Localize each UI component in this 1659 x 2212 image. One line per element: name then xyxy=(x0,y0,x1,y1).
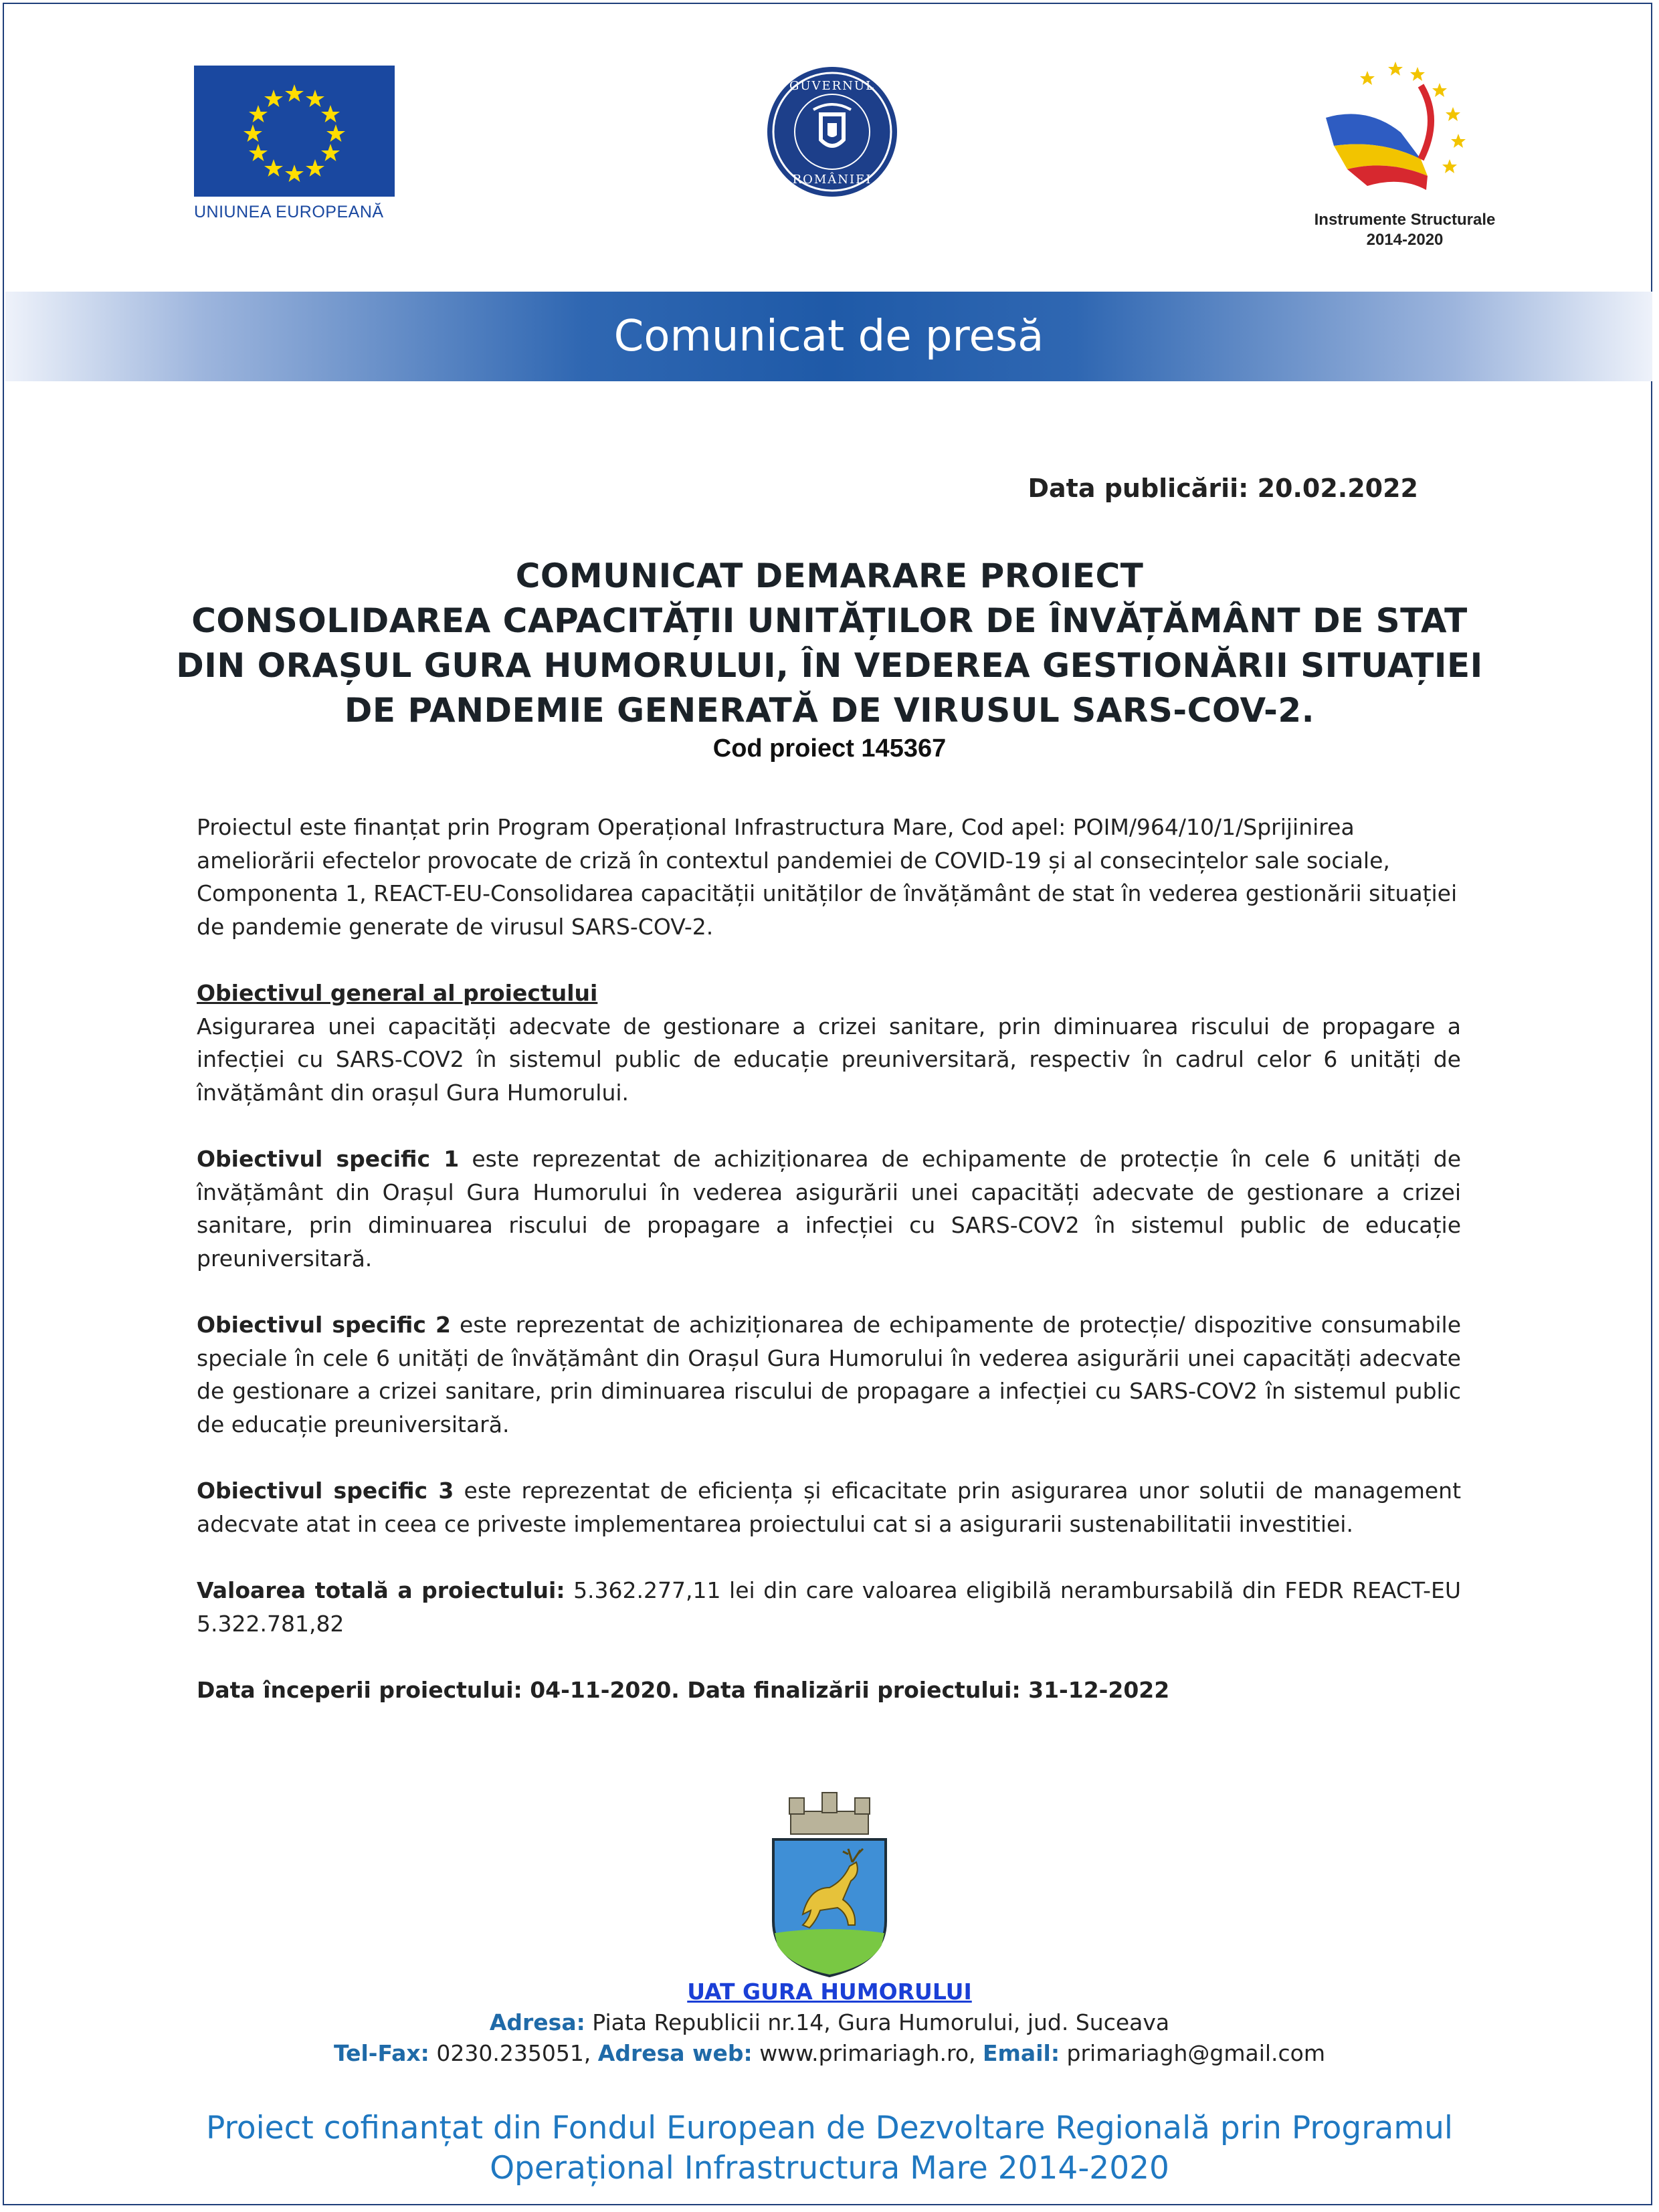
cofinancing-line-1: Proiect cofinanțat din Fondul European de Dezvoltare Regională prin Programul xyxy=(206,2110,1453,2146)
specific-objective-2 xyxy=(197,1308,1461,1441)
svg-text:ROMÂNIEI: ROMÂNIEI xyxy=(792,173,872,187)
press-release-banner xyxy=(5,292,1652,381)
project-code: Cod proiect 145367 xyxy=(712,734,947,763)
web-value: www.primariagh.ro, xyxy=(752,2040,983,2066)
address-label: Adresa: xyxy=(489,2009,585,2035)
eu-flag-logo xyxy=(194,66,395,197)
contact-footer xyxy=(0,1977,1659,2069)
title-line: DIN ORAȘUL GURA HUMORULUI, ÎN VEDEREA GESTIONĂRII SITUAȚIEI xyxy=(176,646,1483,685)
instrumente-title: Instrumente Structurale xyxy=(1314,211,1496,229)
project-value-label: Valoarea totală a proiectului: xyxy=(197,1577,565,1603)
general-objective-heading: Obiectivul general al proiectului xyxy=(197,980,598,1006)
instrumente-structurale-label xyxy=(1271,210,1539,250)
specific-objective-1-text: este reprezentat de achiziționarea de echipamente de protecție în cele 6 unități de învățământ din Orașul Gura Humorului în vederea asigurării unei capacități adecvate de gestionare a crizei sanitare, prin diminuarea riscului de propagare a infecției cu SARS-COV2 în sistemul public de educație preuniversitară. xyxy=(197,1146,1461,1272)
telfax-value: 0230.235051, xyxy=(429,2040,598,2066)
specific-objective-3-text: este reprezentat de eficiența și eficacitate prin asigurarea unor solutii de management adecvate atat in ceea ce priveste implementarea proiectului cat si a asigurarii sustenabilitatii investitiei. xyxy=(197,1478,1462,1537)
publication-date xyxy=(910,474,1418,503)
email-value: primariagh@gmail.com xyxy=(1060,2040,1326,2066)
specific-objective-2-text: este reprezentat de achiziționarea de echipamente de protecție/ dispozitive consumabile speciale în cele 6 unități de învățământ din Orașul Gura Humorului în vederea asigurării unei capacități adecvate de gestionare a crizei sanitare, prin diminuarea riscului de propagare a infecției cu SARS-COV2 în sistemul public de educație preuniversitară. xyxy=(197,1312,1462,1437)
project-dates-text: Data începerii proiectului: 04-11-2020. Data finalizării proiectului: 31-12-2022 xyxy=(197,1677,1170,1703)
banner-title: Comunicat de presă xyxy=(613,312,1044,361)
document-body xyxy=(197,811,1461,1707)
specific-objective-3-label: Obiectivul specific 3 xyxy=(197,1478,454,1504)
government-seal-logo xyxy=(764,66,900,198)
address-value: Piata Republicii nr.14, Gura Humorului, jud. Suceava xyxy=(585,2009,1170,2035)
svg-text:GUVERNUL: GUVERNUL xyxy=(789,79,876,93)
specific-objective-1-label: Obiectivul specific 1 xyxy=(197,1146,460,1172)
eu-label: UNIUNEA EUROPEANĂ xyxy=(194,203,384,221)
specific-objective-2-label: Obiectivul specific 2 xyxy=(197,1312,451,1338)
gura-humorului-coat-of-arms xyxy=(763,1787,896,1977)
intro-paragraph: Proiectul este finanțat prin Program Operațional Infrastructura Mare, Cod apel: POIM/964/10/1/Sprijinirea ameliorării efectelor provocate de criză în contextul pandemiei de COVID-19 și al consecințelor sale sociale, Componenta 1, REACT-EU-Consolidarea capacității unităților de învățământ de stat în vederea gestionării situației de pandemie generate de virusul SARS-COV-2. xyxy=(197,814,1458,940)
specific-objective-3 xyxy=(197,1474,1461,1540)
instrumente-years: 2014-2020 xyxy=(1366,231,1444,249)
web-label: Adresa web: xyxy=(597,2040,753,2066)
specific-objective-1 xyxy=(197,1142,1461,1275)
title-line: COMUNICAT DEMARARE PROIECT xyxy=(515,557,1144,595)
project-value xyxy=(197,1574,1461,1640)
address-line xyxy=(0,2007,1659,2038)
email-label: Email: xyxy=(983,2040,1060,2066)
project-value-text: 5.362.277,11 lei din care valoarea eligibilă nerambursabilă din FEDR REACT-EU 5.322.781,82 xyxy=(197,1577,1461,1637)
telfax-label: Tel-Fax: xyxy=(333,2040,429,2066)
contact-line xyxy=(0,2038,1659,2069)
instrumente-structurale-logo xyxy=(1321,59,1474,206)
publication-date-label: Data publicării: xyxy=(1028,474,1249,503)
title-line: CONSOLIDAREA CAPACITĂȚII UNITĂȚILOR DE ÎNVĂȚĂMÂNT DE STAT xyxy=(191,601,1468,640)
general-objective-text: Asigurarea unei capacități adecvate de gestionare a crizei sanitare, prin diminuarea riscului de propagare a infecției cu SARS-COV2 în sistemul public de educație preuniversitară, respectiv în cadrul celor 6 unități de învățământ din orașul Gura Humorului. xyxy=(197,1013,1461,1106)
cofinancing-statement xyxy=(0,2108,1659,2189)
cofinancing-line-2: Operațional Infrastructura Mare 2014-2020 xyxy=(490,2150,1169,2187)
title-line: DE PANDEMIE GENERATĂ DE VIRUSUL SARS-COV-2. xyxy=(344,691,1315,730)
publication-date-value: 20.02.2022 xyxy=(1257,474,1418,503)
uat-name-link[interactable]: UAT GURA HUMORULUI xyxy=(687,1979,972,2005)
document-title xyxy=(134,554,1525,764)
project-dates xyxy=(197,1674,1461,1707)
